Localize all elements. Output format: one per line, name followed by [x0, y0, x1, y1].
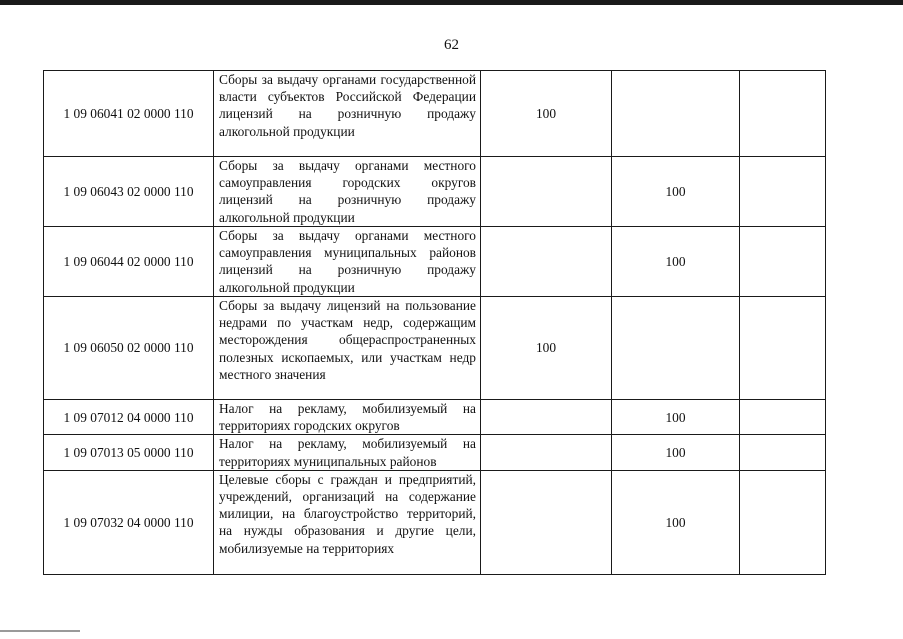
- rate-col5: [740, 157, 826, 227]
- classification-code: 1 09 07013 05 0000 110: [44, 435, 214, 470]
- rate-col4: 100: [612, 400, 740, 435]
- rate-col4: [612, 297, 740, 400]
- rate-col3: 100: [481, 71, 612, 157]
- classification-code: 1 09 06044 02 0000 110: [44, 227, 214, 297]
- table-row: [44, 470, 826, 574]
- classification-code: 1 09 07032 04 0000 110: [44, 470, 214, 574]
- rate-col4: 100: [612, 470, 740, 574]
- income-description: Сборы за выдачу органами местного самоуправления муниципальных районов лицензий на розничную продажу алкогольной продукции: [214, 227, 481, 297]
- income-description: Сборы за выдачу органами государственной власти субъектов Российской Федерации лицензий на розничную продажу алкогольной продукции: [214, 71, 481, 157]
- table-row: [44, 227, 826, 297]
- top-rule: [0, 0, 903, 5]
- scan-edge-mark: [0, 630, 80, 632]
- table-row: [44, 157, 826, 227]
- classification-code: 1 09 06050 02 0000 110: [44, 297, 214, 400]
- rate-col4: 100: [612, 227, 740, 297]
- rate-col3: [481, 227, 612, 297]
- income-description: Целевые сборы с граждан и предприятий, учреждений, организаций на содержание милиции, на благоустройство территорий, на нужды образования и другие цели, мобилизуемые на территориях: [214, 470, 481, 574]
- rate-col3: [481, 400, 612, 435]
- page-number: 62: [444, 37, 459, 53]
- rate-col5: [740, 297, 826, 400]
- rate-col4: [612, 71, 740, 157]
- classification-code: 1 09 06041 02 0000 110: [44, 71, 214, 157]
- budget-classification-table: [43, 70, 826, 575]
- rate-col5: [740, 227, 826, 297]
- income-description: Сборы за выдачу органами местного самоуправления городских округов лицензий на розничную продажу алкогольной продукции: [214, 157, 481, 227]
- rate-col3: [481, 157, 612, 227]
- rate-col5: [740, 400, 826, 435]
- income-description: Налог на рекламу, мобилизуемый на территориях муниципальных районов: [214, 435, 481, 470]
- rate-col5: [740, 71, 826, 157]
- rate-col3: [481, 470, 612, 574]
- classification-code: 1 09 06043 02 0000 110: [44, 157, 214, 227]
- table-row: [44, 71, 826, 157]
- rate-col4: 100: [612, 435, 740, 470]
- rate-col3: 100: [481, 297, 612, 400]
- table-row: [44, 435, 826, 470]
- rate-col3: [481, 435, 612, 470]
- rate-col4: 100: [612, 157, 740, 227]
- income-description: Налог на рекламу, мобилизуемый на территориях городских округов: [214, 400, 481, 435]
- rate-col5: [740, 470, 826, 574]
- classification-code: 1 09 07012 04 0000 110: [44, 400, 214, 435]
- table-row: [44, 400, 826, 435]
- income-description: Сборы за выдачу лицензий на пользование недрами по участкам недр, содержащим месторождения общераспространенных полезных ископаемых, или участкам недр местного значения: [214, 297, 481, 400]
- rate-col5: [740, 435, 826, 470]
- table-row: [44, 297, 826, 400]
